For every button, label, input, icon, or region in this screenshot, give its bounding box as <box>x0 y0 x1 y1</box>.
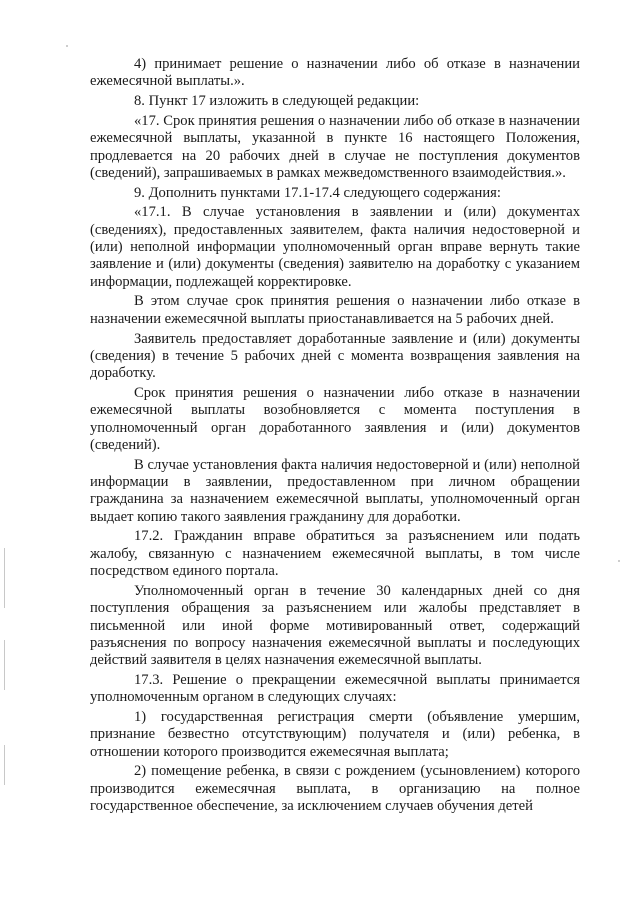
paragraph-point-9: 9. Дополнить пунктами 17.1-17.4 следующего содержания: <box>134 184 501 201</box>
paragraph-item-4: 4) принимает решение о назначении либо об отказе в назначении ежемесячной выплаты.». <box>90 56 580 90</box>
paragraph-resubmission: Заявитель предоставляет доработанные заявление и (или) документы (сведения) в течение 5 рабочих дней с момента возвращения заявления на доработку. <box>90 330 580 382</box>
paragraph-subitem-2: 2) помещение ребенка, в связи с рождением (усыновлением) которого производится ежемесячная выплата, в организацию на полное государственное обеспечение, за исключением случаев обучения детей <box>90 763 580 815</box>
scan-speck <box>66 45 68 47</box>
paragraph-clause-17-1: «17.1. В случае установления в заявлении и (или) документах (сведениях), предоставленных заявителем, факта наличия недостоверной и (или) неполной информации уполномоченный орган вправе вернуть такие заявление и (или) документы (сведения) заявителю на доработку с указанием информации, подлежащей корректировке. <box>90 204 580 290</box>
document-body <box>90 56 580 818</box>
scan-speck <box>618 560 620 562</box>
paragraph-suspension: В этом случае срок принятия решения о назначении либо отказе в назначении ежемесячной выплаты приостанавливается на 5 рабочих дней. <box>90 293 580 327</box>
paragraph-clause-17-2: 17.2. Гражданин вправе обратиться за разъяснением или подать жалобу, связанную с назначением ежемесячной выплаты, в том числе посредством единого портала. <box>90 528 580 580</box>
paragraph-clause-17-3: 17.3. Решение о прекращении ежемесячной выплаты принимается уполномоченным органом в следующих случаях: <box>90 671 580 706</box>
paragraph-response: Уполномоченный орган в течение 30 календарных дней со дня поступления обращения за разъяснением или жалобы представляет в письменной или иной форме мотивированный ответ, содержащий разъяснения по вопросу назначения ежемесячной выплаты и последующих действий заявителя в целях назначения ежемесячной выплаты. <box>90 582 580 669</box>
scan-edge-mark <box>4 745 5 785</box>
scan-edge-mark <box>4 548 5 608</box>
paragraph-clause-17: «17. Срок принятия решения о назначении либо об отказе в назначении ежемесячной выплаты, указанной в пункте 16 настоящего Положения, продлевается на 20 рабочих дней в случае не поступления документов (сведений), запрашиваемых в рамках межведомственного взаимодействия.». <box>90 112 580 181</box>
paragraph-subitem-1: 1) государственная регистрация смерти (объявление умершим, признание безвестно отсутствующим) получателя и (или) ребенка, в отношении которого производится ежемесячная выплата; <box>90 709 580 760</box>
paragraph-resumption: Срок принятия решения о назначении либо отказе в назначении ежемесячной выплаты возобновляется с момента поступления в уполномоченный орган доработанного заявления и (или) документов (сведений). <box>90 384 580 453</box>
paragraph-personal-appeal: В случае установления факта наличия недостоверной и (или) неполной информации в заявлении, предоставленном при личном обращении гражданина за назначением ежемесячной выплаты, уполномоченный орган выдает копию такого заявления гражданину для доработки. <box>90 456 580 525</box>
paragraph-point-8: 8. Пункт 17 изложить в следующей редакции: <box>134 93 420 110</box>
scan-edge-mark <box>4 640 5 690</box>
